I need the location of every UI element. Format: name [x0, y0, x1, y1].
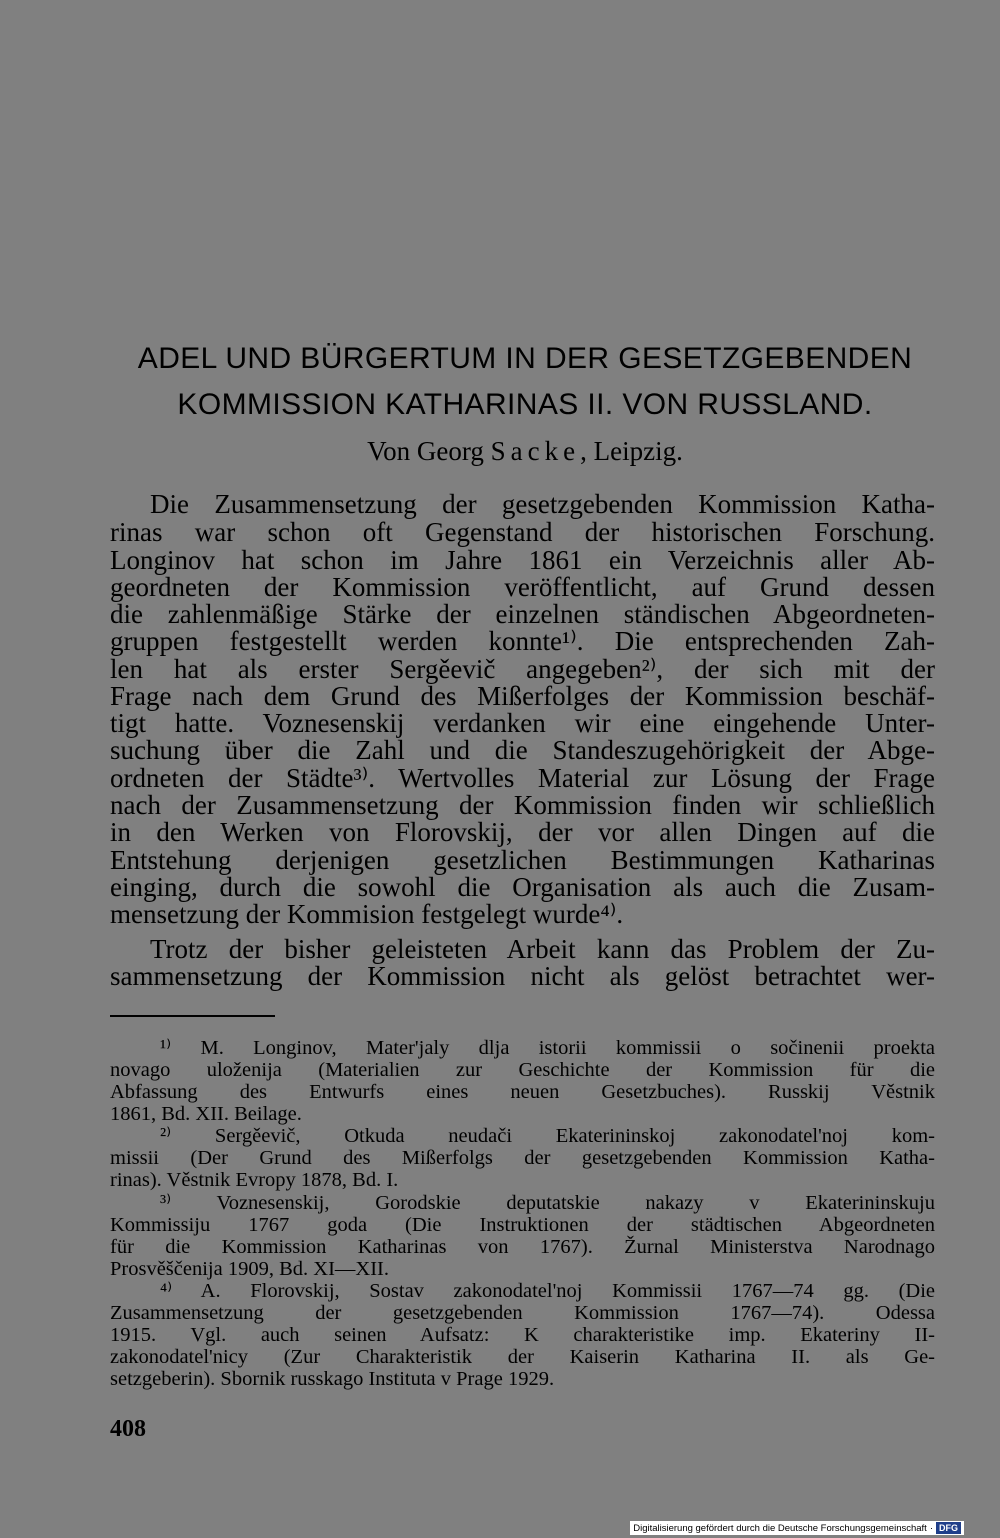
article-title-line-2: KOMMISSION KATHARINAS II. VON RUSSLAND.	[177, 388, 873, 421]
body-line: gruppen festgestellt werden konnte¹⁾. Die entsprechenden Zah-	[110, 626, 935, 656]
body-line: Trotz der bisher geleisteten Arbeit kann das Problem der Zu-	[150, 934, 935, 964]
body-line: Entstehung derjenigen gesetzlichen Bestimmungen Katharinas	[110, 845, 935, 875]
byline-author: Sacke	[490, 436, 581, 466]
footnote-line: 1861, Bd. XII. Beilage.	[110, 1103, 302, 1125]
body-line: Longinov hat schon im Jahre 1861 ein Verzeichnis aller Ab-	[110, 545, 935, 575]
credit-separator: ·	[929, 1522, 933, 1534]
body-line: mensetzung der Kommision festgelegt wurde⁴⁾.	[110, 899, 624, 929]
footnote-separator	[110, 1015, 275, 1017]
footnote-line: ³⁾ Voznesenskij, Gorodskie deputatskie nakazy v Ekaterininskuju	[160, 1192, 935, 1214]
body-line: rinas war schon oft Gegenstand der historischen Forschung.	[110, 517, 935, 547]
body-line: die zahlenmäßige Stärke der einzelnen ständischen Abgeordneten-	[110, 599, 935, 629]
byline-prefix: Von Georg	[367, 436, 491, 466]
footnote-line: ¹⁾ M. Longinov, Mater'jaly dlja istorii kommissii o sočinenii proekta	[160, 1037, 935, 1059]
body-line: nach der Zusammensetzung der Kommission finden wir schließlich	[110, 790, 935, 820]
footnote-line: 1915. Vgl. auch seinen Aufsatz: K charakteristike imp. Ekateriny II-	[110, 1324, 935, 1346]
credit-text: Digitalisierung gefördert durch die Deutsche Forschungsgemeinschaft	[633, 1522, 927, 1534]
body-line: in den Werken von Florovskij, der vor allen Dingen auf die	[110, 817, 935, 847]
body-line: Die Zusammensetzung der gesetzgebenden Kommission Katha-	[150, 489, 935, 519]
footnote-line: zakonodatel'nicy (Zur Charakteristik der Kaiserin Katharina II. als Ge-	[110, 1346, 935, 1368]
dfg-logo: DFG	[936, 1522, 961, 1534]
footnote-line: ⁴⁾ A. Florovskij, Sostav zakonodatel'noj Kommissii 1767—74 gg. (Die	[160, 1280, 935, 1302]
body-line: tigt hatte. Voznesenskij verdanken wir eine eingehende Unter-	[110, 708, 935, 738]
footnote-line: für die Kommission Katharinas von 1767). Žurnal Ministerstva Narodnago	[110, 1236, 935, 1258]
footnote-line: Abfassung des Entwurfs eines neuen Gesetzbuches). Russkij Věstnik	[110, 1081, 935, 1103]
body-line: Frage nach dem Grund des Mißerfolges der Kommission beschäf-	[110, 681, 935, 711]
byline-suffix: , Leipzig.	[580, 436, 683, 466]
body-line: ordneten der Städte³⁾. Wertvolles Material zur Lösung der Frage	[110, 763, 935, 793]
body-line: einging, durch die sowohl die Organisation als auch die Zusam-	[110, 872, 935, 902]
page-number: 408	[110, 1416, 146, 1442]
digitization-credit	[630, 1521, 964, 1535]
footnote-line: Prosvěščenija 1909, Bd. XI—XII.	[110, 1258, 389, 1280]
footnote-line: rinas). Věstnik Evropy 1878, Bd. I.	[110, 1169, 399, 1191]
footnote-line: novago uloženija (Materialien zur Geschichte der Kommission für die	[110, 1059, 935, 1081]
article-title-line-1: ADEL UND BÜRGERTUM IN DER GESETZGEBENDEN	[137, 342, 913, 375]
body-line: suchung über die Zahl und die Standeszugehörigkeit der Abge-	[110, 735, 935, 765]
footnote-line: missii (Der Grund des Mißerfolgs der gesetzgebenden Kommission Katha-	[110, 1147, 935, 1169]
author-byline	[100, 436, 950, 467]
body-line: geordneten der Kommission veröffentlicht, auf Grund dessen	[110, 572, 935, 602]
footnote-line: ²⁾ Sergěevič, Otkuda neudači Ekaterininskoj zakonodatel'noj kom-	[160, 1125, 935, 1147]
footnote-line: setzgeberin). Sbornik russkago Instituta v Prage 1929.	[110, 1368, 555, 1390]
footnote-line: Kommissiju 1767 goda (Die Instruktionen der städtischen Abgeordneten	[110, 1214, 935, 1236]
body-line: sammensetzung der Kommission nicht als gelöst betrachtet wer-	[110, 961, 935, 991]
footnote-line: Zusammensetzung der gesetzgebenden Kommission 1767—74). Odessa	[110, 1302, 935, 1324]
body-line: len hat als erster Sergěevič angegeben²⁾, der sich mit der	[110, 654, 935, 684]
